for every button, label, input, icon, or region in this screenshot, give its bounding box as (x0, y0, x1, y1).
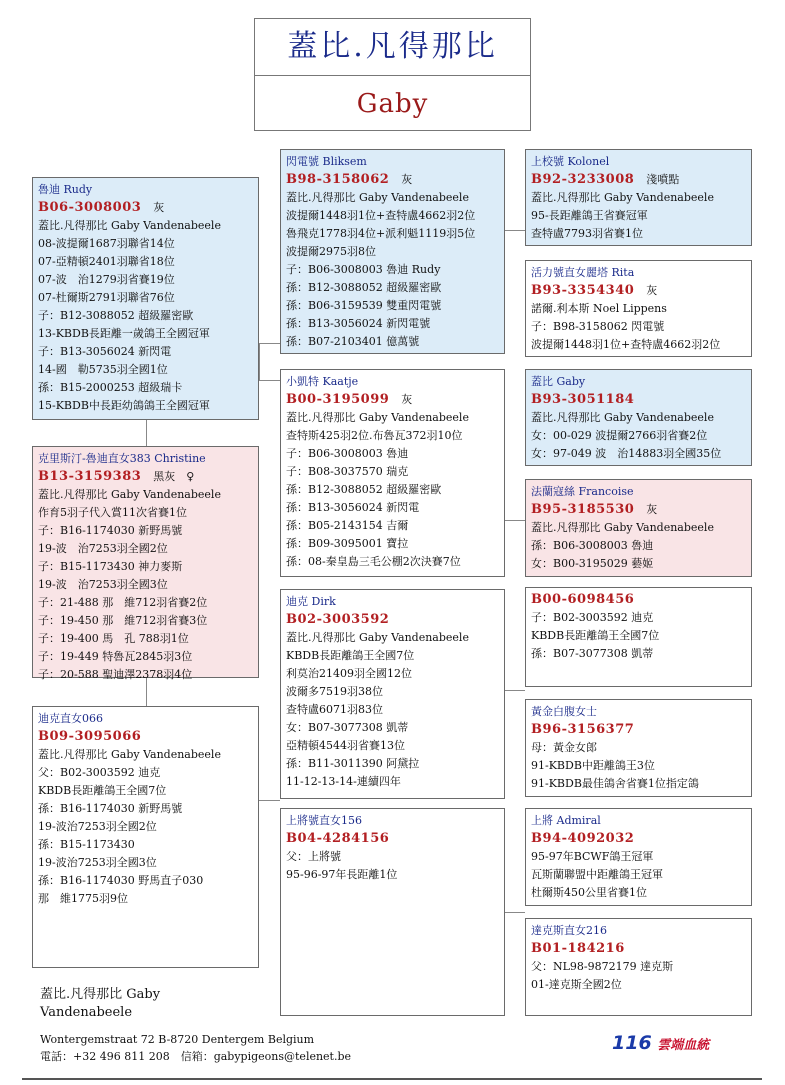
grandparent-card (525, 918, 752, 1016)
sire-line: 子：B06-3008003 魯迪 Rudy (286, 263, 441, 276)
grandparent-line: 女：97-049 波 治14883羽全國35位 (531, 447, 722, 460)
brand-text: 雲端血統 (657, 1038, 710, 1053)
grandparent-ring-number: B96-3156377 (531, 722, 635, 737)
sire-line: 魯飛克1778羽4位+派利魁1119羽5位 (286, 227, 476, 240)
grandparent-line: 95-長距離鴿王省賽冠軍 (531, 209, 648, 222)
connector (259, 800, 280, 801)
sire-line: 蓋比.凡得那比 Gaby Vandenabeele (286, 191, 469, 204)
grandparent-line: 孫：B06-3008003 魯迪 (531, 539, 654, 552)
subject-line: 15-KBDB中長距幼鴿鴿王全國冠軍 (38, 399, 210, 412)
subject-line: 07-杜爾斯2791羽聯省76位 (38, 291, 175, 304)
sire-color: 灰 (401, 173, 413, 186)
admiral-daughter-card (280, 808, 505, 1016)
grandparent-card (525, 587, 752, 687)
dirk-daughter-line: 蓋比.凡得那比 Gaby Vandenabeele (38, 748, 221, 761)
grandparent-line: 孫：B07-3077308 凱蒂 (531, 647, 654, 660)
sire-line: 孫：B06-3159539 雙重閃電號 (286, 299, 442, 312)
dirk-line: 11-12-13-14-連續四年 (286, 775, 401, 788)
brand-logo (612, 1032, 709, 1054)
christine-name: 克里斯汀-魯迪直女383 Christine (38, 452, 206, 465)
christine-line: 蓋比.凡得那比 Gaby Vandenabeele (38, 488, 221, 501)
dirk-line: 利莫治21409羽全國12位 (286, 667, 412, 680)
dirk-daughter-line: 父：B02-3003592 迪克 (38, 766, 161, 779)
subject-line: 子：B13-3056024 新閃電 (38, 345, 172, 358)
grandparent-name: 活力號直女麗塔 Rita (531, 266, 635, 279)
dam-card (280, 369, 505, 577)
christine-color: 黑灰 ♀ (153, 470, 195, 483)
grandparent-line: 波提爾1448羽1位+查特盧4662羽2位 (531, 338, 721, 351)
sire-line: 波提爾1448羽1位+查特盧4662羽2位 (286, 209, 476, 222)
connector (505, 520, 525, 521)
dirk-daughter-line: 19-波治7253羽全國3位 (38, 856, 157, 869)
connector (259, 380, 280, 381)
christine-card (32, 446, 259, 681)
grandparent-line: 諾爾.利本斯 Noel Lippens (531, 302, 667, 315)
grandparent-line: 父：NL98-9872179 達克斯 (531, 960, 674, 973)
christine-line: 子：B16-1174030 新野馬號 (38, 524, 183, 537)
dirk-daughter-line: 孫：B16-1174030 野馬直子030 (38, 874, 204, 887)
grandparent-ring-number: B93-3051184 (531, 392, 635, 407)
christine-line: 子：B15-1173430 神力麥斯 (38, 560, 183, 573)
dam-line: 子：B06-3008003 魯迪 (286, 447, 409, 460)
connector (505, 230, 525, 231)
dam-name: 小凱特 Kaatje (286, 375, 359, 388)
subject-color: 灰 (153, 201, 165, 214)
grandparent-ring-number: B00-6098456 (531, 592, 635, 607)
subject-line: 子：B12-3088052 超級羅密歐 (38, 309, 194, 322)
subject-line: 08-波提爾1687羽聯省14位 (38, 237, 175, 250)
dirk-daughter-name: 迪克直女066 (38, 712, 103, 725)
grandparent-card (525, 479, 752, 577)
christine-line: 19-波 治7253羽全國3位 (38, 578, 168, 591)
title-english: Gaby (356, 89, 429, 119)
grandparent-name: 法蘭寇絲 Francoise (531, 485, 634, 498)
christine-line: 子：21-488 那 維712羽省賽2位 (38, 596, 208, 609)
grandparent-name: 黃金白腹女士 (531, 705, 597, 718)
christine-line: 19-波 治7253羽全國2位 (38, 542, 168, 555)
dirk-line: 女：B07-3077308 凱蒂 (286, 721, 409, 734)
grandparent-name: 上將 Admiral (531, 814, 601, 827)
subject-card (32, 177, 259, 420)
christine-line: 作育5羽子代入賞11次省賽1位 (38, 506, 187, 519)
grandparent-card (525, 699, 752, 797)
grandparent-color: 淺噴點 (646, 173, 680, 186)
dam-line: 查特斯425羽2位.布魯瓦372羽10位 (286, 429, 463, 442)
subject-ring-number: B06-3008003 (38, 200, 142, 215)
grandparent-line: 91-KBDB最佳鴿舍省賽1位指定鴿 (531, 777, 699, 790)
owner-name-en: Vandenabeele (40, 1005, 133, 1020)
dirk-line: KBDB長距離鴿王全國7位 (286, 649, 415, 662)
grandparent-ring-number: B92-3233008 (531, 172, 635, 187)
grandparent-line: 95-97年BCWF鴿王冠軍 (531, 850, 654, 863)
grandparent-ring-number: B95-3185530 (531, 502, 635, 517)
dam-line: 孫：B05-2143154 吉爾 (286, 519, 409, 532)
grandparent-ring-number: B93-3354340 (531, 283, 635, 298)
dam-line: 孫：08-秦皇島三毛公棚2次決賽7位 (286, 555, 461, 568)
dam-line: 蓋比.凡得那比 Gaby Vandenabeele (286, 411, 469, 424)
sire-line: 波提爾2975羽8位 (286, 245, 376, 258)
dirk-daughter-line: 孫：B15-1173430 (38, 838, 135, 851)
brand-number: 116 (612, 1032, 652, 1054)
grandparent-color: 灰 (646, 503, 658, 516)
dam-line: 孫：B09-3095001 寶拉 (286, 537, 409, 550)
dirk-daughter-line: 那 維1775羽9位 (38, 892, 128, 905)
grandparent-line: 蓋比.凡得那比 Gaby Vandenabeele (531, 411, 714, 424)
dam-line: 孫：B12-3088052 超級羅密歐 (286, 483, 442, 496)
sire-ring-number: B98-3158062 (286, 172, 390, 187)
admiral-daughter-ring-number: B04-4284156 (286, 831, 390, 846)
grandparent-line: 女：00-029 波提爾2766羽省賽2位 (531, 429, 708, 442)
bottom-divider (22, 1078, 762, 1080)
connector (146, 420, 147, 446)
grandparent-line: 91-KBDB中距離鴿王3位 (531, 759, 655, 772)
dirk-name: 迪克 Dirk (286, 595, 336, 608)
grandparent-ring-number: B01-184216 (531, 941, 625, 956)
dam-color: 灰 (401, 393, 413, 406)
grandparent-line: KBDB長距離鴿王全國7位 (531, 629, 660, 642)
dirk-daughter-line: 19-波治7253羽全國2位 (38, 820, 157, 833)
dirk-line: 查特盧6071羽83位 (286, 703, 383, 716)
dirk-ring-number: B02-3003592 (286, 612, 390, 627)
dam-line: 孫：B13-3056024 新閃電 (286, 501, 420, 514)
dirk-daughter-line: 孫：B16-1174030 新野馬號 (38, 802, 183, 815)
connector (505, 912, 525, 913)
subject-line: 蓋比.凡得那比 Gaby Vandenabeele (38, 219, 221, 232)
grandparent-line: 子：B98-3158062 閃電號 (531, 320, 665, 333)
owner-address: Wontergemstraat 72 B-8720 Dentergem Belgium (40, 1033, 315, 1046)
dam-line: 子：B08-3037570 瑞克 (286, 465, 409, 478)
grandparent-line: 杜爾斯450公里省賽1位 (531, 886, 647, 899)
dirk-line: 孫：B11-3011390 阿黛拉 (286, 757, 420, 770)
subject-line: 07-亞精頓2401羽聯省18位 (38, 255, 175, 268)
connector (505, 690, 525, 691)
grandparent-name: 上校號 Kolonel (531, 155, 610, 168)
connector (259, 343, 260, 381)
grandparent-card (525, 808, 752, 906)
grandparent-line: 查特盧7793羽省賽1位 (531, 227, 643, 240)
subject-line: 14-國 勒5735羽全國1位 (38, 363, 168, 376)
christine-line: 子：19-400 馬 孔 788羽1位 (38, 632, 189, 645)
grandparent-line: 01-達克斯全國2位 (531, 978, 622, 991)
grandparent-ring-number: B94-4092032 (531, 831, 635, 846)
subject-line: 孫：B15-2000253 超級瑞卡 (38, 381, 183, 394)
christine-line: 子：19-449 特魯瓦2845羽3位 (38, 650, 193, 663)
admiral-daughter-line: 95-96-97年長距離1位 (286, 868, 398, 881)
subject-line: 13-KBDB長距離一歲鴿王全國冠軍 (38, 327, 210, 340)
subject-name: 魯迪 Rudy (38, 183, 93, 196)
dirk-line: 波爾多7519羽38位 (286, 685, 383, 698)
dirk-line: 蓋比.凡得那比 Gaby Vandenabeele (286, 631, 469, 644)
subject-line: 07-波 治1279羽省賽19位 (38, 273, 175, 286)
sire-line: 孫：B13-3056024 新閃電號 (286, 317, 431, 330)
grandparent-line: 女：B00-3195029 藝姬 (531, 557, 654, 570)
dirk-daughter-card (32, 706, 259, 968)
grandparent-card (525, 260, 752, 357)
grandparent-name: 蓋比 Gaby (531, 375, 586, 388)
dirk-card (280, 589, 505, 799)
christine-line: 子：19-450 那 維712羽省賽3位 (38, 614, 208, 627)
admiral-daughter-line: 父：上將號 (286, 850, 341, 863)
dirk-daughter-ring-number: B09-3095066 (38, 729, 142, 744)
owner-name-cn: 蓋比.凡得那比 Gaby (40, 987, 161, 1002)
sire-line: 孫：B07-2103401 億萬號 (286, 335, 420, 348)
grandparent-card (525, 149, 752, 246)
pedigree-title-box (254, 18, 531, 131)
grandparent-line: 母：黃金女郎 (531, 741, 597, 754)
admiral-daughter-name: 上將號直女156 (286, 814, 362, 827)
title-chinese: 蓋比.凡得那比 (255, 19, 530, 76)
sire-line: 孫：B12-3088052 超級羅密歐 (286, 281, 442, 294)
dam-ring-number: B00-3195099 (286, 392, 390, 407)
grandparent-name: 達克斯直女216 (531, 924, 607, 937)
grandparent-color: 灰 (646, 284, 658, 297)
owner-contact: 電話：+32 496 811 208 信箱：gabypigeons@telenet.be (40, 1050, 352, 1063)
grandparent-line: 蓋比.凡得那比 Gaby Vandenabeele (531, 191, 714, 204)
sire-card (280, 149, 505, 354)
christine-line: 子：20-588 聖迪澤2378羽4位 (38, 668, 193, 681)
grandparent-line: 蓋比.凡得那比 Gaby Vandenabeele (531, 521, 714, 534)
sire-name: 閃電號 Bliksem (286, 155, 367, 168)
grandparent-line: 瓦斯蘭聯盟中距離鴿王冠軍 (531, 868, 663, 881)
dirk-line: 亞精頓4544羽省賽13位 (286, 739, 405, 752)
christine-ring-number: B13-3159383 (38, 469, 142, 484)
grandparent-card (525, 369, 752, 466)
dirk-daughter-line: KBDB長距離鴿王全國7位 (38, 784, 167, 797)
connector (259, 343, 280, 344)
grandparent-line: 子：B02-3003592 迪克 (531, 611, 654, 624)
